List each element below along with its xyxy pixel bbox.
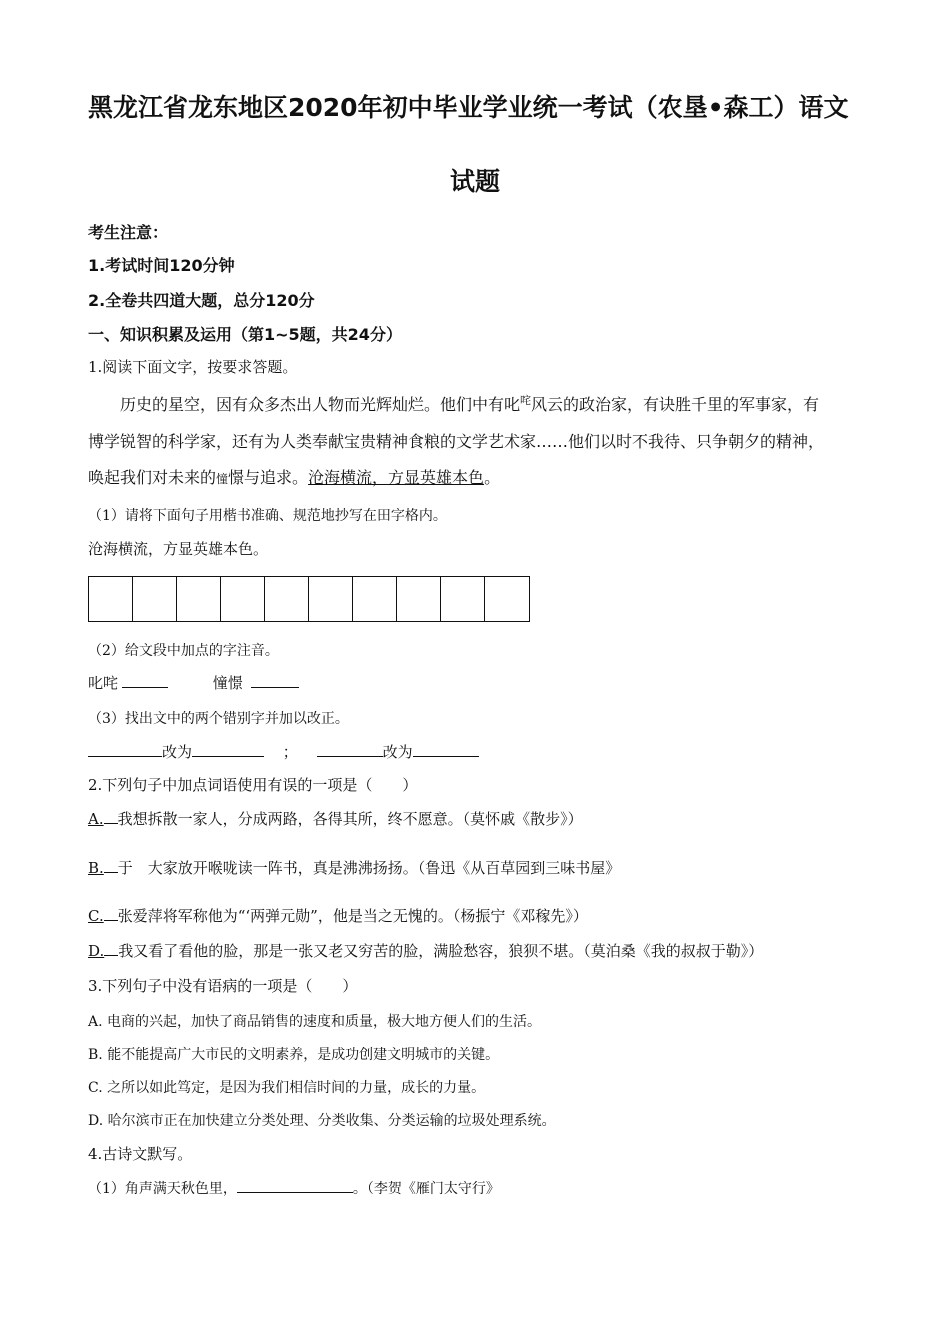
q4-sub1-source: 。（李贺《雁门太守行》 xyxy=(352,1181,500,1197)
q1-passage-line1 xyxy=(120,392,819,415)
passage-small-char: 咤 xyxy=(520,394,532,407)
q4-sub1 xyxy=(88,1178,500,1198)
q1-sub1-sentence: 沧海横流，方显英雄本色。 xyxy=(88,540,269,558)
answer-blank[interactable] xyxy=(122,673,168,688)
passage-text: 唤起我们对未来的 xyxy=(88,468,217,487)
q2-stem: 2.下列句子中加点词语使用有误的一项是（ ） xyxy=(88,776,418,794)
grid-cell[interactable] xyxy=(133,577,177,621)
q3-option-b: B. 能不能提高广大市民的文明素养，是成功创建文明城市的关键。 xyxy=(88,1047,500,1063)
tianzige-grid xyxy=(88,576,530,622)
grid-cell[interactable] xyxy=(221,577,265,621)
answer-blank[interactable] xyxy=(192,742,264,757)
underlined-sentence: 沧海横流，方显英雄本色 xyxy=(308,468,485,487)
q2-option-d xyxy=(88,940,763,961)
q1-passage-line2: 博学锐智的科学家，还有为人类奉献宝贵精神食粮的文学艺术家……他们以时不我待、只争朝夕的精神， xyxy=(88,432,825,451)
option-label: C. xyxy=(88,907,104,925)
word-chizha: 叱咤 xyxy=(88,674,119,692)
option-label: A. xyxy=(88,810,104,828)
passage-text: 。 xyxy=(484,468,501,487)
q3-stem: 3.下列句子中没有语病的一项是（ ） xyxy=(88,977,358,995)
separator: ； xyxy=(282,743,298,761)
q2-option-b xyxy=(88,857,620,878)
grid-cell[interactable] xyxy=(309,577,353,621)
q1-sub3: （3）找出文中的两个错别字并加以改正。 xyxy=(88,711,349,727)
notice-item-time: 1.考试时间120分钟 xyxy=(88,256,235,275)
grid-cell[interactable] xyxy=(89,577,133,621)
option-label: B. xyxy=(88,859,104,877)
grid-cell[interactable] xyxy=(397,577,441,621)
q1-sub1: （1）请将下面句子用楷书准确、规范地抄写在田字格内。 xyxy=(88,508,447,524)
grid-cell[interactable] xyxy=(485,577,529,621)
grid-cell[interactable] xyxy=(177,577,221,621)
gai-label: 改为 xyxy=(162,743,193,761)
q1-stem: 1.阅读下面文字，按要求答题。 xyxy=(88,358,298,376)
option-text: 我又看了看他的脸，那是一张又老又穷苦的脸，满脸愁容，狼狈不堪。（莫泊桑《我的叔叔于勒》） xyxy=(118,942,764,960)
gai-label: 改为 xyxy=(382,743,413,761)
option-text: 张爱萍将军称他为“‘两弹元勋”，他是当之无愧的。（杨振宁《邓稼先》） xyxy=(117,907,588,925)
answer-blank[interactable] xyxy=(88,742,162,757)
section-heading: 一、知识积累及运用（第1~5题，共24分） xyxy=(88,325,402,344)
q3-option-a: A. 电商的兴起，加快了商品销售的速度和质量，极大地方便人们的生活。 xyxy=(88,1014,542,1030)
passage-text: 憬与追求。 xyxy=(228,468,309,487)
q3-option-c: C. 之所以如此笃定，是因为我们相信时间的力量，成长的力量。 xyxy=(88,1080,486,1096)
passage-text: 风云的政治家，有诀胜千里的军事家，有 xyxy=(531,395,820,414)
answer-blank[interactable] xyxy=(413,742,479,757)
q1-sub2: （2）给文段中加点的字注音。 xyxy=(88,643,279,659)
grid-cell[interactable] xyxy=(353,577,397,621)
page-title: 黑龙江省龙东地区2020年初中毕业学业统一考试（农垦•森工）语文 xyxy=(88,93,849,122)
option-text: 我想拆散一家人，分成两路，各得其所，终不愿意。（莫怀戚《散步》） xyxy=(117,810,583,828)
option-label: D. xyxy=(88,942,105,960)
q3-option-d: D. 哈尔滨市正在加快建立分类处理、分类收集、分类运输的垃圾处理系统。 xyxy=(88,1113,556,1129)
answer-blank[interactable] xyxy=(251,673,299,688)
word-chongjing: 憧憬 xyxy=(212,674,243,692)
q4-sub1-prompt: （1）角声满天秋色里， xyxy=(88,1181,237,1197)
page-title-line2: 试题 xyxy=(450,167,501,196)
grid-cell[interactable] xyxy=(265,577,309,621)
grid-cell[interactable] xyxy=(441,577,485,621)
answer-blank[interactable] xyxy=(237,1178,353,1193)
q1-sub3-answers xyxy=(88,741,479,762)
notice-item-score: 2.全卷共四道大题，总分120分 xyxy=(88,291,315,310)
passage-small-char: 憧 xyxy=(216,472,229,486)
notice-heading: 考生注意： xyxy=(88,223,169,242)
option-text: 于 大家放开喉咙读一阵书，真是沸沸扬扬。（鲁迅《从百草园到三味书屋》 xyxy=(117,859,621,877)
q2-option-a xyxy=(88,808,583,829)
passage-text: 历史的星空，因有众多杰出人物而光辉灿烂。他们中有叱 xyxy=(120,395,521,414)
q1-passage-line3 xyxy=(88,465,500,488)
answer-blank[interactable] xyxy=(317,742,383,757)
q2-option-c xyxy=(88,905,588,926)
q4-stem: 4.古诗文默写。 xyxy=(88,1145,193,1163)
q1-sub2-answers xyxy=(88,672,299,693)
